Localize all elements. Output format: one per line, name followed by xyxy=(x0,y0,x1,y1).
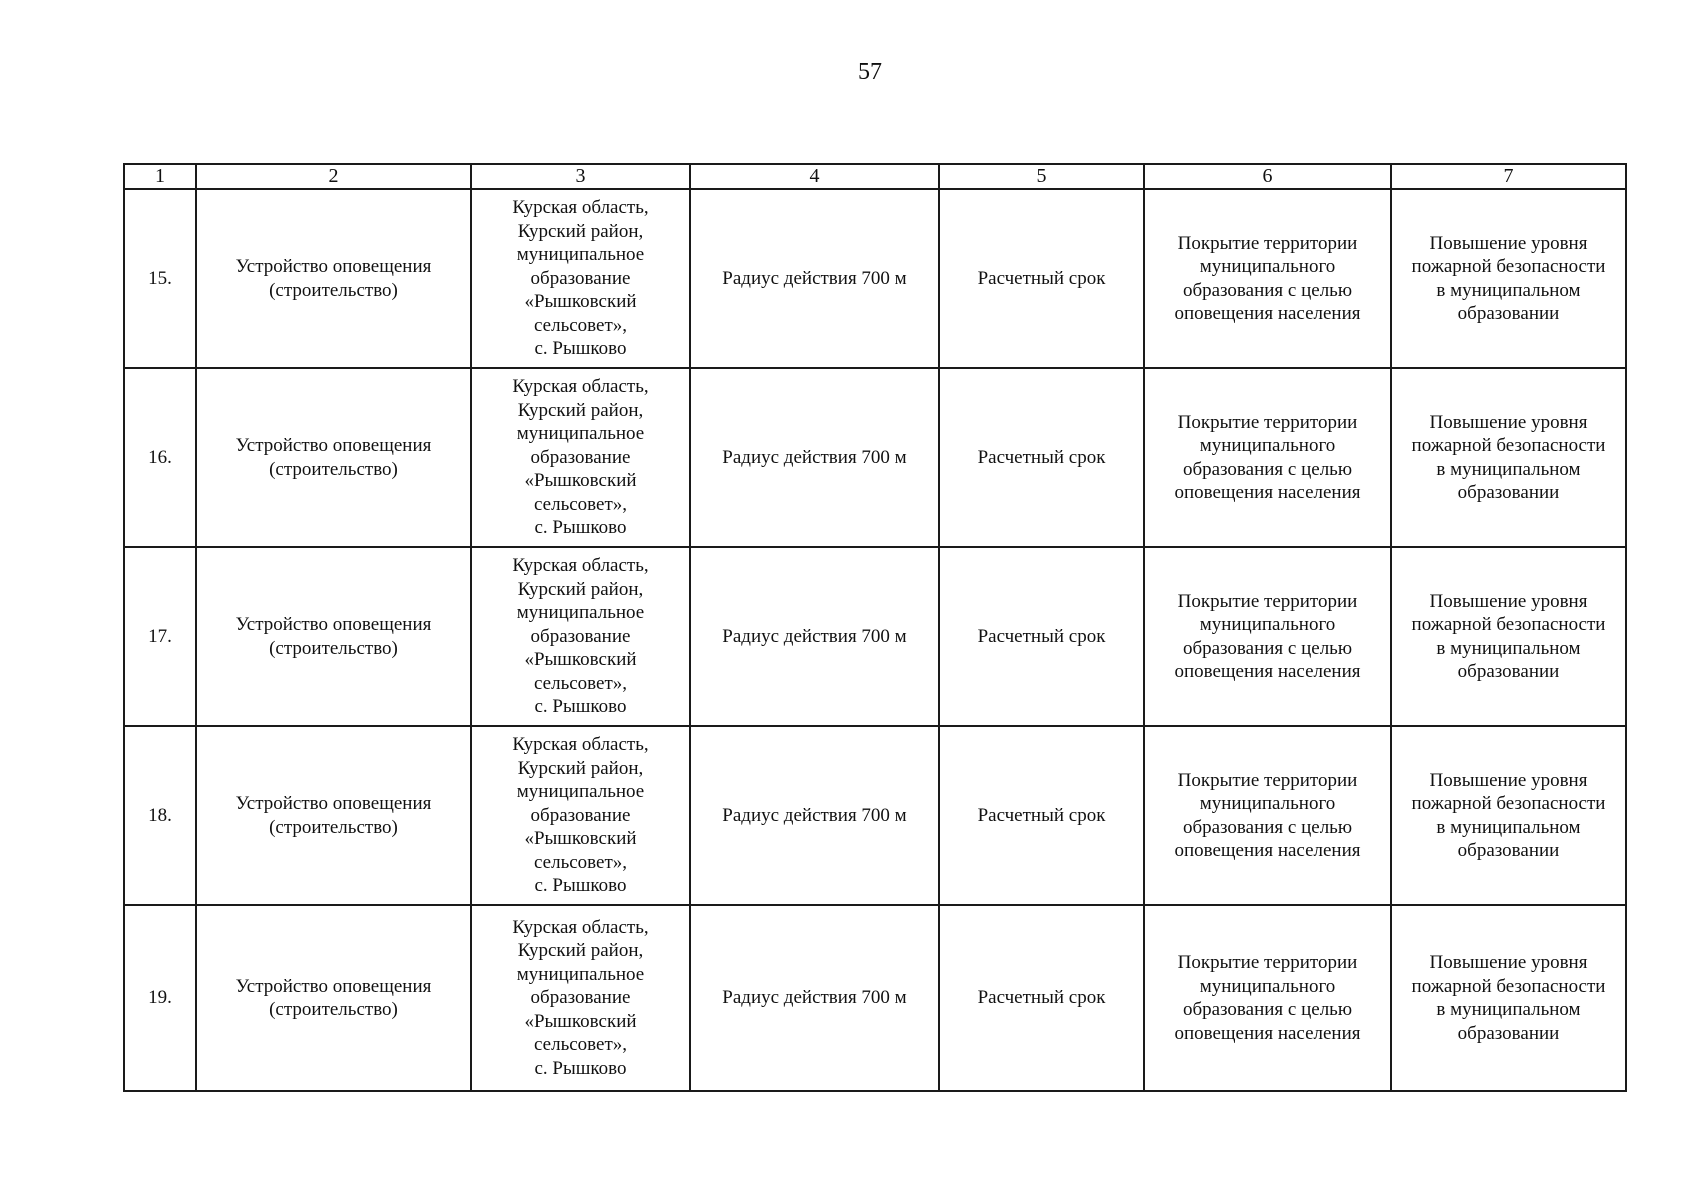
row-number-cell: 17. xyxy=(124,547,196,726)
cell-line: Устройство оповещения xyxy=(235,975,432,997)
cell-line: Повышение уровня xyxy=(1429,590,1588,612)
term-cell: Расчетный срок xyxy=(939,368,1144,547)
page-number: 57 xyxy=(858,59,882,85)
cell-line: Покрытие территории xyxy=(1177,411,1358,433)
cell-line: образование xyxy=(530,625,631,647)
cell-line: Курский район, xyxy=(517,940,644,962)
location-cell xyxy=(471,905,690,1091)
purpose-cell xyxy=(1144,905,1391,1091)
cell-line: муниципальное xyxy=(516,602,645,624)
cell-line: с. Рышково xyxy=(534,875,627,897)
cell-line: (строительство) xyxy=(269,279,398,301)
cell-line: муниципального xyxy=(1199,256,1336,277)
cell-line: «Рышковский xyxy=(524,649,637,671)
table-row xyxy=(124,368,1626,547)
purpose-cell xyxy=(1144,547,1391,726)
cell-line: образование xyxy=(530,804,631,826)
row-number-cell: 15. xyxy=(124,189,196,368)
cell-line: Устройство оповещения xyxy=(235,256,432,277)
cell-line: образования с целью xyxy=(1182,279,1353,301)
cell-line: (строительство) xyxy=(269,637,398,659)
term-cell: Расчетный срок xyxy=(939,189,1144,368)
cell-line: Покрытие территории xyxy=(1177,590,1358,612)
term-cell: Расчетный срок xyxy=(939,905,1144,1091)
term-cell: Расчетный срок xyxy=(939,547,1144,726)
purpose-cell xyxy=(1144,726,1391,905)
cell-line: Покрытие территории xyxy=(1177,232,1358,254)
cell-line: Устройство оповещения xyxy=(235,614,432,635)
location-cell xyxy=(471,726,690,905)
column-number: 2 xyxy=(196,164,471,189)
column-number: 1 xyxy=(124,164,196,189)
column-number: 4 xyxy=(690,164,939,189)
cell-line: в муниципальном xyxy=(1436,458,1581,480)
cell-line: Курская область, xyxy=(512,376,649,398)
cell-line: муниципального xyxy=(1199,614,1336,635)
cell-line: пожарной безопасности xyxy=(1411,614,1606,635)
cell-line: образовании xyxy=(1457,303,1560,324)
cell-line: «Рышковский xyxy=(524,828,637,850)
cell-line: в муниципальном xyxy=(1436,637,1581,659)
cell-line: образование xyxy=(530,267,631,289)
cell-line: (строительство) xyxy=(269,999,398,1020)
location-cell xyxy=(471,189,690,368)
column-number-row xyxy=(124,164,1626,189)
table-row xyxy=(124,189,1626,368)
cell-line: с. Рышково xyxy=(534,338,627,360)
cell-line: Устройство оповещения xyxy=(235,435,432,456)
cell-line: сельсовет», xyxy=(533,1034,628,1056)
object-name-cell xyxy=(196,905,471,1091)
table-row xyxy=(124,726,1626,905)
cell-line: образование xyxy=(530,446,631,468)
cell-line: образовании xyxy=(1457,661,1560,682)
cell-line: образования с целью xyxy=(1182,458,1353,480)
cell-line: образование xyxy=(530,987,631,1009)
parameter-cell: Радиус действия 700 м xyxy=(690,547,939,726)
cell-line: образования с целью xyxy=(1182,637,1353,659)
effect-cell xyxy=(1391,547,1626,726)
cell-line: образовании xyxy=(1457,1022,1560,1044)
cell-line: муниципального xyxy=(1199,793,1336,814)
row-number-cell: 19. xyxy=(124,905,196,1091)
location-cell xyxy=(471,547,690,726)
cell-line: сельсовет», xyxy=(533,672,628,694)
cell-line: оповещения населения xyxy=(1174,482,1361,503)
cell-line: «Рышковский xyxy=(524,1010,637,1032)
cell-line: Курская область, xyxy=(512,555,649,577)
cell-line: сельсовет», xyxy=(533,851,628,873)
cell-line: Повышение уровня xyxy=(1429,411,1588,433)
cell-line: оповещения населения xyxy=(1174,661,1361,682)
effect-cell xyxy=(1391,726,1626,905)
cell-line: Устройство оповещения xyxy=(235,793,432,814)
cell-line: Покрытие территории xyxy=(1177,769,1358,791)
cell-line: оповещения населения xyxy=(1174,1022,1361,1044)
cell-line: сельсовет», xyxy=(533,493,628,515)
cell-line: Курская область, xyxy=(512,916,649,938)
term-cell: Расчетный срок xyxy=(939,726,1144,905)
column-number: 7 xyxy=(1391,164,1626,189)
column-number: 5 xyxy=(939,164,1144,189)
row-number-cell: 18. xyxy=(124,726,196,905)
cell-line: (строительство) xyxy=(269,458,398,480)
cell-line: Повышение уровня xyxy=(1429,769,1588,791)
cell-line: муниципального xyxy=(1199,975,1336,997)
parameter-cell: Радиус действия 700 м xyxy=(690,189,939,368)
cell-line: пожарной безопасности xyxy=(1411,435,1606,456)
table-row xyxy=(124,905,1626,1091)
cell-line: с. Рышково xyxy=(534,696,627,718)
cell-line: сельсовет», xyxy=(533,314,628,336)
cell-line: Курский район, xyxy=(517,578,644,600)
cell-line: Повышение уровня xyxy=(1429,232,1588,254)
object-name-cell xyxy=(196,726,471,905)
cell-line: Курский район, xyxy=(517,220,644,242)
cell-line: в муниципальном xyxy=(1436,999,1581,1020)
cell-line: в муниципальном xyxy=(1436,816,1581,838)
column-number: 3 xyxy=(471,164,690,189)
parameter-cell: Радиус действия 700 м xyxy=(690,905,939,1091)
cell-line: образования с целью xyxy=(1182,999,1353,1020)
object-name-cell xyxy=(196,189,471,368)
purpose-cell xyxy=(1144,189,1391,368)
measures-table xyxy=(123,163,1627,1092)
cell-line: Повышение уровня xyxy=(1429,952,1588,973)
cell-line: муниципальное xyxy=(516,963,645,985)
purpose-cell xyxy=(1144,368,1391,547)
object-name-cell xyxy=(196,368,471,547)
cell-line: оповещения населения xyxy=(1174,840,1361,861)
cell-line: (строительство) xyxy=(269,816,398,838)
cell-line: Покрытие территории xyxy=(1177,952,1358,973)
cell-line: в муниципальном xyxy=(1436,279,1581,301)
effect-cell xyxy=(1391,905,1626,1091)
cell-line: пожарной безопасности xyxy=(1411,975,1606,997)
parameter-cell: Радиус действия 700 м xyxy=(690,726,939,905)
location-cell xyxy=(471,368,690,547)
cell-line: Курский район, xyxy=(517,757,644,779)
row-number-cell: 16. xyxy=(124,368,196,547)
parameter-cell: Радиус действия 700 м xyxy=(690,368,939,547)
cell-line: Курский район, xyxy=(517,399,644,421)
cell-line: «Рышковский xyxy=(524,291,637,313)
cell-line: образовании xyxy=(1457,840,1560,861)
cell-line: образовании xyxy=(1457,482,1560,503)
cell-line: Курская область, xyxy=(512,734,649,756)
cell-line: муниципального xyxy=(1199,435,1336,456)
cell-line: оповещения населения xyxy=(1174,303,1361,324)
cell-line: с. Рышково xyxy=(534,517,627,539)
cell-line: «Рышковский xyxy=(524,470,637,492)
effect-cell xyxy=(1391,368,1626,547)
object-name-cell xyxy=(196,547,471,726)
cell-line: образования с целью xyxy=(1182,816,1353,838)
effect-cell xyxy=(1391,189,1626,368)
cell-line: с. Рышково xyxy=(534,1057,627,1079)
table-row xyxy=(124,547,1626,726)
cell-line: Курская область, xyxy=(512,197,649,219)
cell-line: муниципальное xyxy=(516,244,645,266)
cell-line: муниципальное xyxy=(516,423,645,445)
column-number: 6 xyxy=(1144,164,1391,189)
cell-line: муниципальное xyxy=(516,781,645,803)
cell-line: пожарной безопасности xyxy=(1411,256,1606,277)
cell-line: пожарной безопасности xyxy=(1411,793,1606,814)
